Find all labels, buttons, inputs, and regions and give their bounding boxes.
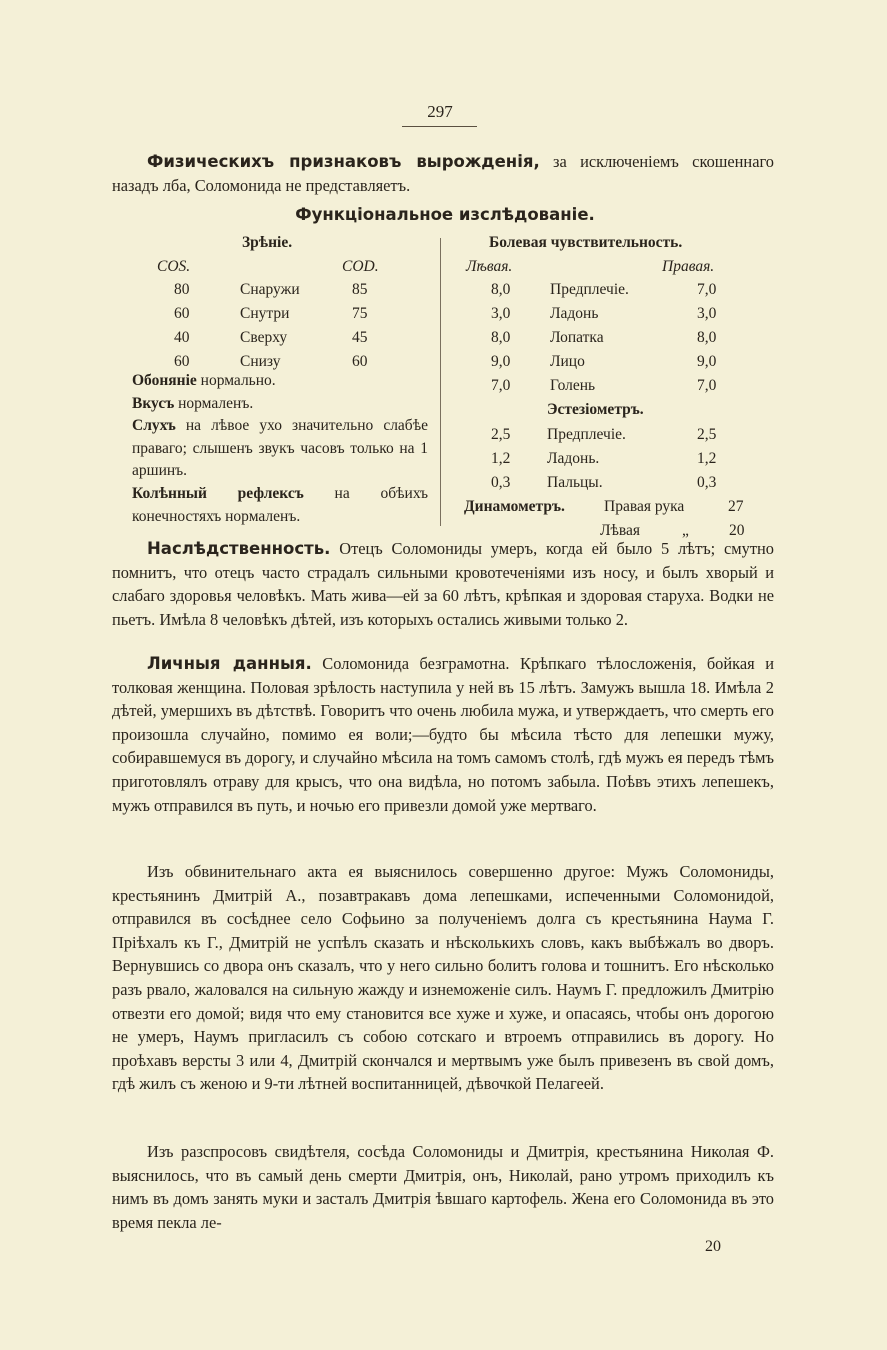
intro-text: за исключеніемъ скошеннаго назадъ лба, Соломонида не представляетъ. — [112, 152, 774, 195]
pain-right-value: 8,0 — [697, 329, 717, 346]
pain-label: Лицо — [550, 353, 585, 370]
reflex-term: Колѣнный рефлексъ — [132, 484, 304, 502]
esth-right-value: 0,3 — [697, 474, 717, 491]
pain-right-value: 9,0 — [697, 353, 717, 370]
dynamometer-left-label: Лѣвая — [600, 522, 641, 539]
esth-right-value: 1,2 — [697, 450, 717, 467]
vision-col-right: COD. — [342, 258, 379, 275]
pain-col-left: Лѣвая. — [466, 258, 513, 275]
esth-left-value: 1,2 — [491, 450, 511, 467]
page-number: 297 — [427, 102, 453, 121]
pain-label: Лопатка — [550, 329, 604, 346]
dynamometer-right-label: Правая рука — [604, 498, 685, 515]
dynamometer-row — [464, 496, 764, 518]
witness-paragraph: Изъ разспросовъ свидѣтеля, сосѣда Соломониды и Дмитрія, крестьянина Николая Ф. выяснилось, что въ самый день смерти Дмитрія, онъ, Николай, рано утромъ приходилъ къ нимъ въ домъ занять муки и засталъ Дмитрія ѣвшаго картофель. Жена его Соломонида въ это время пекла ле- — [112, 1142, 774, 1232]
pain-row — [464, 351, 764, 373]
personal-paragraph — [112, 652, 774, 817]
hearing-note — [132, 415, 428, 483]
functional-heading: Функціональное изслѣдованіе. — [295, 205, 595, 224]
vision-label: Снизу — [240, 353, 281, 370]
pain-right-value: 3,0 — [697, 305, 717, 322]
hearing-term: Слухъ — [132, 417, 176, 435]
pain-right-value: 7,0 — [697, 377, 717, 394]
vision-left-value: 40 — [174, 329, 190, 346]
heredity-text: Отецъ Соломониды умеръ, когда ей было 5 лѣтъ; смутно помнитъ, что отецъ часто страдалъ сильными кровотеченіями изъ носу, и былъ хворый и слабаго здоровья человѣкъ. Мать жива—ей за 60 лѣтъ, крѣпкая и здоровая старуха. Водки не пьетъ. Имѣла 8 человѣкъ дѣтей, изъ которыхъ остались живыми только 2. — [112, 539, 774, 629]
hearing-text: на лѣвое ухо значительно слабѣе праваго; слышенъ звукъ часовъ только на 1 аршинъ. — [132, 417, 428, 480]
vision-right-value: 45 — [352, 329, 368, 346]
esthesiometer-title: Эстезіометръ. — [547, 401, 644, 418]
indictment-paragraph: Изъ обвинительнаго акта ея выяснилось совершенно другое: Мужъ Соломониды, крестьянинъ Дмитрій А., позавтракавъ дома лепешками, испеченными Соломонидой, отправился въ сосѣднее село Софьино за полученіемъ долга съ крестьянина Наума Г. Пріѣхалъ къ Г., Дмитрій не успѣлъ сказать и нѣсколькихъ словъ, какъ выбѣжалъ во дворъ. Вернувшись со двора онъ сказалъ, что у него сильно болитъ голова и тошнитъ. Его нѣсколько разъ рвало, жаловался на сильную жажду и изнеможеніе силъ. Наумъ Г. предложилъ Дмитрію отвезти его домой; видя что ему становится все хуже и хуже, и опасаясь, чтобы онъ дорогою не умеръ, Наумъ пригласилъ съ собою сотскаго и втроемъ отправились въ дорогу. Но проѣхавъ версты 3 или 4, Дмитрій скончался и мертвымъ уже былъ привезенъ въ свой домъ, гдѣ жилъ съ женою и 9-ти лѣтней воспитанницей, дѣвочкой Пелагеей. — [112, 862, 774, 1094]
vision-right-value: 75 — [352, 305, 368, 322]
vision-row — [132, 327, 432, 349]
smell-text: нормально. — [196, 372, 276, 389]
vision-row — [132, 279, 432, 301]
vision-label: Сверху — [240, 329, 288, 346]
signature-mark: 20 — [705, 1238, 721, 1255]
page-number-rule — [402, 126, 477, 127]
left-notes — [132, 370, 428, 528]
pain-left-value: 8,0 — [491, 281, 511, 298]
esth-left-value: 0,3 — [491, 474, 511, 491]
pain-left-value: 3,0 — [491, 305, 511, 322]
pain-right-value: 7,0 — [697, 281, 717, 298]
vision-row — [132, 303, 432, 325]
pain-left-value: 8,0 — [491, 329, 511, 346]
esth-left-value: 2,5 — [491, 426, 511, 443]
intro-heading: Физическихъ признаковъ вырожденія, — [147, 152, 540, 171]
intro-paragraph — [112, 150, 774, 197]
vision-col-left: COS. — [157, 258, 191, 275]
vision-label: Снутри — [240, 305, 290, 322]
personal-text: Соломонида безграмотна. Крѣпкаго тѣлосложенія, бойкая и толковая женщина. Половая зрѣлость наступила у ней въ 15 лѣтъ. Замужъ вышла 18. Имѣла 2 дѣтей, умершихъ въ дѣтствѣ. Говоритъ что очень любила мужа, и утверждаетъ, что смерть его произошла случайно, помимо ея воли;—будто бы мѣсила тѣсто для лепешки мужу, собиравшемуся въ дорогу, и случайно мѣсила на томъ самомъ столѣ, гдѣ мужъ ея передъ тѣмъ приготовлялъ отраву для крысъ, что она видѣла, но потомъ забыла. Поѣвъ этихъ лепешекъ, мужъ отправился въ путь, и ночью его привезли домой уже мертваго. — [112, 654, 775, 815]
vision-left-value: 60 — [174, 353, 190, 370]
pain-left-value: 9,0 — [491, 353, 511, 370]
dynamometer-right-value: 27 — [728, 498, 744, 515]
vision-right-value: 60 — [352, 353, 368, 370]
pain-label: Голень — [550, 377, 596, 394]
heredity-heading: Наслѣдственность. — [147, 539, 331, 558]
pain-left-value: 7,0 — [491, 377, 511, 394]
vision-left-value: 80 — [174, 281, 190, 298]
pain-row — [464, 279, 764, 301]
column-divider — [440, 238, 441, 526]
esth-right-value: 2,5 — [697, 426, 717, 443]
personal-heading: Личныя данныя. — [147, 654, 312, 673]
pain-title: Болевая чувствительность. — [489, 234, 683, 251]
vision-left-value: 60 — [174, 305, 190, 322]
taste-term: Вкусъ — [132, 394, 175, 412]
dynamometer-left-mark: „ — [682, 522, 689, 539]
reflex-text: на обѣихъ конечностяхъ нормаленъ. — [132, 484, 428, 525]
esth-label: Пальцы. — [547, 474, 603, 491]
pain-label: Ладонь — [550, 305, 599, 322]
taste-text: нормаленъ. — [174, 394, 254, 412]
pain-label: Предплечіе. — [550, 281, 629, 298]
taste-note — [132, 393, 428, 416]
dynamometer-left-value: 20 — [729, 522, 745, 539]
vision-right-value: 85 — [352, 281, 368, 298]
reflex-note — [132, 483, 428, 528]
esthesiometer-row — [464, 424, 764, 446]
esthesiometer-row — [464, 472, 764, 494]
pain-row — [464, 303, 764, 325]
esthesiometer-row — [464, 448, 764, 470]
smell-term: Обоняніе — [132, 372, 197, 389]
pain-row — [464, 327, 764, 349]
esth-label: Предплечіе. — [547, 426, 626, 443]
vision-title: Зрѣніе. — [242, 234, 293, 251]
pain-col-right: Правая. — [662, 258, 715, 275]
pain-row — [464, 375, 764, 397]
dynamometer-title: Динамометръ. — [464, 498, 565, 515]
vision-label: Снаружи — [240, 281, 300, 298]
smell-note — [132, 370, 428, 393]
esth-label: Ладонь. — [547, 450, 600, 467]
heredity-paragraph — [112, 537, 774, 631]
